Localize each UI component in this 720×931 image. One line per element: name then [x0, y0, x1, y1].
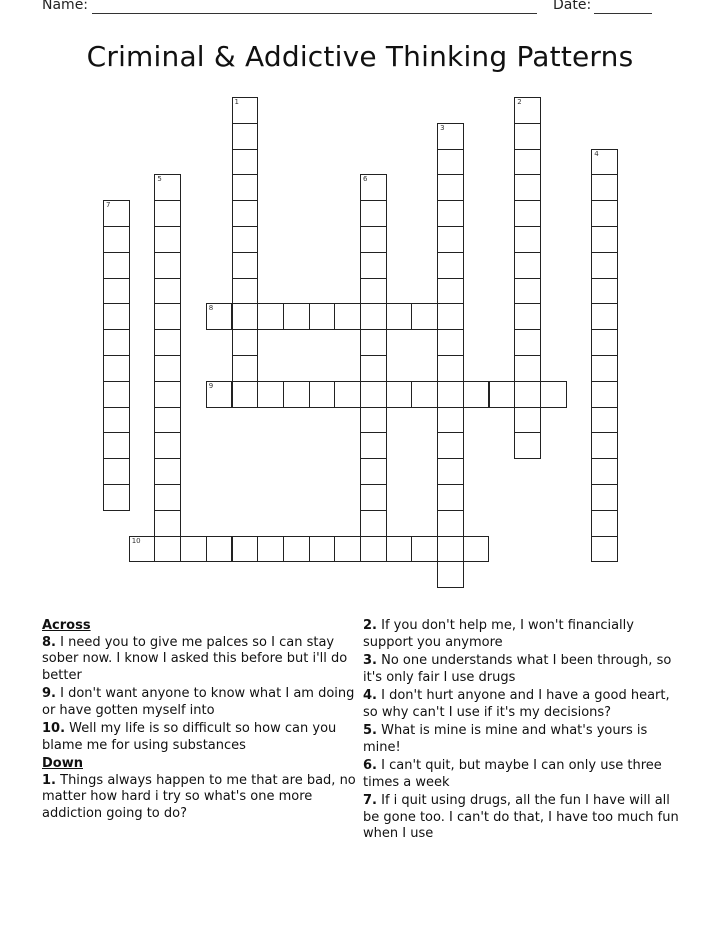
cell-number: 7 — [106, 201, 111, 210]
grid-cell[interactable] — [411, 536, 438, 563]
grid-cell[interactable] — [514, 200, 541, 227]
grid-cell[interactable] — [437, 149, 464, 176]
clue-number: 2. — [363, 618, 377, 633]
grid-cell[interactable] — [360, 510, 387, 537]
clue-number: 7. — [363, 793, 377, 808]
grid-cell[interactable] — [437, 174, 464, 201]
grid-cell[interactable] — [360, 484, 387, 511]
grid-cell[interactable] — [103, 200, 130, 227]
clue-number: 10. — [42, 721, 66, 736]
grid-cell[interactable] — [154, 226, 181, 253]
grid-cell[interactable] — [360, 432, 387, 459]
cell-number: 1 — [234, 98, 239, 106]
grid-cell[interactable] — [334, 536, 361, 563]
clue-number: 8. — [42, 634, 56, 650]
grid-cell[interactable] — [360, 407, 387, 434]
grid-cell[interactable] — [206, 536, 233, 563]
grid-cell[interactable] — [514, 97, 541, 124]
clue-across-9 — [42, 686, 360, 719]
grid-cell[interactable] — [591, 381, 618, 408]
grid-cell[interactable] — [514, 278, 541, 305]
name-label: Name: — [42, 0, 89, 13]
grid-cell[interactable] — [591, 407, 618, 434]
grid-cell[interactable] — [257, 381, 284, 408]
grid-cell[interactable] — [437, 226, 464, 253]
grid-cell[interactable] — [591, 484, 618, 511]
clue-text: Things always happen to me that are bad, no matter how hard i try so what's one more addiction going to do? — [42, 772, 356, 821]
grid-cell[interactable] — [514, 407, 541, 434]
grid-cell[interactable] — [154, 355, 181, 382]
grid-cell[interactable] — [437, 407, 464, 434]
grid-cell[interactable] — [591, 226, 618, 253]
grid-cell[interactable] — [154, 174, 181, 201]
grid-cell[interactable] — [232, 355, 259, 382]
grid-cell[interactable] — [437, 278, 464, 305]
clue-number: 9. — [42, 686, 56, 701]
grid-cell[interactable] — [206, 303, 233, 330]
grid-cell[interactable] — [360, 329, 387, 356]
grid-cell[interactable] — [154, 407, 181, 434]
grid-cell[interactable] — [437, 355, 464, 382]
grid-cell[interactable] — [360, 226, 387, 253]
grid-cell[interactable] — [309, 303, 336, 330]
clue-down-6 — [363, 758, 683, 791]
grid-cell[interactable] — [411, 303, 438, 330]
grid-cell[interactable] — [514, 123, 541, 150]
grid-cell[interactable] — [103, 329, 130, 356]
grid-cell[interactable] — [437, 252, 464, 279]
grid-cell[interactable] — [591, 200, 618, 227]
clue-number: 4. — [363, 688, 377, 703]
grid-cell[interactable] — [154, 329, 181, 356]
grid-cell[interactable] — [154, 303, 181, 330]
clue-text: What is mine is mine and what's yours is mine! — [363, 723, 648, 755]
grid-cell[interactable] — [283, 381, 310, 408]
clue-down-5 — [363, 723, 683, 756]
down-heading: Down — [42, 756, 83, 771]
grid-cell[interactable] — [257, 303, 284, 330]
clue-number: 1. — [42, 772, 56, 788]
grid-cell[interactable] — [154, 536, 181, 563]
grid-cell[interactable] — [154, 200, 181, 227]
clues-right-column — [363, 618, 683, 845]
grid-cell[interactable] — [360, 303, 387, 330]
grid-cell[interactable] — [591, 510, 618, 537]
clue-text: Well my life is so difficult so how can you blame me for using substances — [42, 721, 337, 753]
clue-down-1 — [42, 773, 360, 823]
grid-cell[interactable] — [360, 200, 387, 227]
grid-cell[interactable] — [591, 458, 618, 485]
grid-cell[interactable] — [437, 200, 464, 227]
grid-cell[interactable] — [232, 200, 259, 227]
grid-cell[interactable] — [232, 174, 259, 201]
grid-cell[interactable] — [437, 303, 464, 330]
grid-cell[interactable] — [103, 226, 130, 253]
clue-text: I don't hurt anyone and I have a good heart, so why can't I use if it's my decisions? — [363, 688, 670, 720]
clue-number: 5. — [363, 723, 377, 738]
grid-cell[interactable] — [154, 458, 181, 485]
cell-number: 5 — [157, 175, 162, 184]
grid-cell[interactable] — [591, 149, 618, 176]
grid-cell[interactable] — [386, 381, 413, 408]
clue-text: I need you to give me palces so I can stay sober now. I know I asked this before but i'll do better — [42, 634, 348, 683]
grid-cell[interactable] — [103, 355, 130, 382]
grid-cell[interactable] — [129, 536, 156, 563]
grid-cell[interactable] — [437, 484, 464, 511]
grid-cell[interactable] — [360, 458, 387, 485]
grid-cell[interactable] — [232, 381, 259, 408]
grid-cell[interactable] — [360, 252, 387, 279]
clue-number: 3. — [363, 653, 377, 668]
across-heading: Across — [42, 618, 91, 633]
cell-number: 9 — [208, 381, 214, 390]
grid-cell[interactable] — [103, 278, 130, 305]
grid-cell[interactable] — [154, 381, 181, 408]
clue-text: If you don't help me, I won't financially support you anymore — [363, 618, 634, 650]
grid-cell[interactable] — [437, 123, 464, 150]
grid-cell[interactable] — [154, 252, 181, 279]
grid-cell[interactable] — [437, 458, 464, 485]
grid-cell[interactable] — [103, 252, 130, 279]
grid-cell[interactable] — [591, 278, 618, 305]
grid-cell[interactable] — [386, 536, 413, 563]
clue-down-2 — [363, 618, 683, 651]
grid-cell[interactable] — [103, 407, 130, 434]
clue-text: If i quit using drugs, all the fun I have will all be gone too. I can't do that, I have too much fun when I use — [363, 793, 679, 841]
clue-across-10 — [42, 721, 360, 754]
grid-cell[interactable] — [232, 329, 259, 356]
grid-cell[interactable] — [514, 432, 541, 459]
grid-cell[interactable] — [514, 149, 541, 176]
grid-cell[interactable] — [591, 252, 618, 279]
grid-cell[interactable] — [334, 303, 361, 330]
grid-cell[interactable] — [591, 329, 618, 356]
grid-cell[interactable] — [514, 329, 541, 356]
clue-text: I can't quit, but maybe I can only use three times a week — [363, 758, 662, 790]
grid-cell[interactable] — [206, 381, 233, 408]
cell-number: 8 — [208, 304, 214, 313]
grid-cell[interactable] — [232, 536, 259, 563]
grid-cell[interactable] — [437, 536, 464, 563]
clue-down-3 — [363, 653, 683, 686]
grid-cell[interactable] — [360, 174, 387, 201]
grid-cell[interactable] — [103, 381, 130, 408]
grid-cell[interactable] — [257, 536, 284, 563]
grid-cell[interactable] — [437, 561, 464, 588]
grid-cell[interactable] — [437, 510, 464, 537]
grid-cell[interactable] — [360, 278, 387, 305]
clues-left-column — [42, 618, 360, 824]
grid-cell[interactable] — [591, 432, 618, 459]
grid-cell[interactable] — [103, 458, 130, 485]
grid-cell[interactable] — [540, 381, 567, 408]
date-label: Date: — [553, 0, 592, 13]
grid-cell[interactable] — [334, 381, 361, 408]
grid-cell[interactable] — [591, 536, 618, 563]
clue-text: No one understands what I been through, so it's only fair I use drugs — [363, 653, 672, 685]
cell-number: 6 — [363, 175, 368, 184]
clue-across-8 — [42, 635, 360, 685]
grid-cell[interactable] — [103, 484, 130, 511]
clue-text: I don't want anyone to know what I am doing or have gotten myself into — [42, 686, 355, 718]
cell-number: 4 — [594, 149, 599, 158]
grid-cell[interactable] — [514, 252, 541, 279]
grid-cell[interactable] — [514, 226, 541, 253]
grid-cell[interactable] — [463, 381, 490, 408]
grid-cell[interactable] — [103, 303, 130, 330]
clue-number: 6. — [363, 758, 377, 773]
grid-cell[interactable] — [360, 381, 387, 408]
grid-cell[interactable] — [103, 432, 130, 459]
cell-number: 10 — [131, 536, 141, 545]
grid-cell[interactable] — [309, 381, 336, 408]
grid-cell[interactable] — [232, 123, 259, 150]
cell-number: 3 — [440, 123, 445, 132]
grid-cell[interactable] — [232, 226, 259, 253]
grid-cell[interactable] — [232, 149, 259, 176]
grid-cell[interactable] — [232, 252, 259, 279]
grid-cell[interactable] — [437, 432, 464, 459]
cell-number: 2 — [517, 98, 522, 106]
clue-down-7 — [363, 793, 683, 843]
clue-down-4 — [363, 688, 683, 721]
grid-cell[interactable] — [591, 174, 618, 201]
grid-cell[interactable] — [463, 536, 490, 563]
grid-cell[interactable] — [154, 510, 181, 537]
grid-cell[interactable] — [514, 174, 541, 201]
grid-cell[interactable] — [514, 355, 541, 382]
grid-cell[interactable] — [489, 381, 516, 408]
grid-cell[interactable] — [180, 536, 207, 563]
grid-cell[interactable] — [154, 484, 181, 511]
grid-cell[interactable] — [283, 536, 310, 563]
grid-cell[interactable] — [360, 536, 387, 563]
grid-cell[interactable] — [411, 381, 438, 408]
grid-cell[interactable] — [386, 303, 413, 330]
puzzle-title: Criminal & Addictive Thinking Patterns — [86, 40, 634, 73]
grid-cell[interactable] — [154, 278, 181, 305]
grid-cell[interactable] — [437, 329, 464, 356]
grid-cell[interactable] — [283, 303, 310, 330]
grid-cell[interactable] — [232, 303, 259, 330]
grid-cell[interactable] — [232, 278, 259, 305]
grid-cell[interactable] — [514, 303, 541, 330]
grid-cell[interactable] — [591, 355, 618, 382]
grid-cell[interactable] — [154, 432, 181, 459]
grid-cell[interactable] — [514, 381, 541, 408]
grid-cell[interactable] — [232, 97, 259, 124]
grid-cell[interactable] — [309, 536, 336, 563]
grid-cell[interactable] — [591, 303, 618, 330]
grid-cell[interactable] — [437, 381, 464, 408]
grid-cell[interactable] — [360, 355, 387, 382]
